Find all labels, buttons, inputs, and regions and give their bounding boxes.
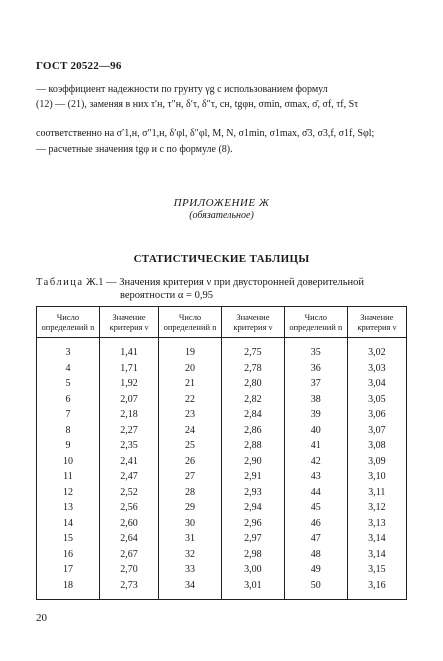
cell-value: 2,93 [221, 485, 284, 501]
cell-count: 39 [284, 407, 347, 423]
cell-value: 2,47 [99, 469, 158, 485]
cell-count: 30 [159, 516, 222, 532]
cell-value: 3,07 [347, 423, 406, 439]
cell-value: 3,13 [347, 516, 406, 532]
cell-count: 14 [37, 516, 100, 532]
table-row [37, 361, 407, 377]
table-row [37, 423, 407, 439]
cell-value: 3,00 [221, 562, 284, 578]
cell-value: 3,05 [347, 392, 406, 408]
cell-value: 2,98 [221, 547, 284, 563]
header-count: Число определений n [159, 307, 222, 338]
cell-count: 10 [37, 454, 100, 470]
cell-count: 47 [284, 531, 347, 547]
cell-value: 2,96 [221, 516, 284, 532]
cell-count: 37 [284, 376, 347, 392]
cell-value: 3,06 [347, 407, 406, 423]
cell-value: 2,18 [99, 407, 158, 423]
header-value: Значение критерия ν [221, 307, 284, 338]
cell-value: 2,78 [221, 361, 284, 377]
cell-value: 2,35 [99, 438, 158, 454]
cell-value: 3,16 [347, 578, 406, 600]
page-number: 20 [36, 612, 47, 624]
cell-value: 2,52 [99, 485, 158, 501]
cell-count: 41 [284, 438, 347, 454]
cell-count: 21 [159, 376, 222, 392]
cell-count: 19 [159, 338, 222, 361]
cell-count: 31 [159, 531, 222, 547]
cell-count: 26 [159, 454, 222, 470]
cell-value: 2,67 [99, 547, 158, 563]
header-value: Значение критерия ν [99, 307, 158, 338]
cell-count: 15 [37, 531, 100, 547]
cell-value: 3,12 [347, 500, 406, 516]
cell-value: 3,09 [347, 454, 406, 470]
table-row [37, 562, 407, 578]
cell-value: 3,01 [221, 578, 284, 600]
cell-count: 50 [284, 578, 347, 600]
cell-count: 22 [159, 392, 222, 408]
table-row [37, 469, 407, 485]
cell-count: 17 [37, 562, 100, 578]
cell-count: 33 [159, 562, 222, 578]
cell-count: 24 [159, 423, 222, 439]
cell-value: 2,80 [221, 376, 284, 392]
cell-count: 46 [284, 516, 347, 532]
cell-value: 3,10 [347, 469, 406, 485]
table-caption-lead: Таблица [36, 277, 84, 288]
cell-value: 2,91 [221, 469, 284, 485]
cell-value: 2,90 [221, 454, 284, 470]
document-header: ГОСТ 20522—96 [36, 60, 122, 72]
cell-count: 32 [159, 547, 222, 563]
appendix-note: (обязательное) [189, 210, 254, 221]
cell-value: 2,73 [99, 578, 158, 600]
cell-value: 3,02 [347, 338, 406, 361]
cell-value: 2,41 [99, 454, 158, 470]
cell-value: 2,56 [99, 500, 158, 516]
cell-count: 3 [37, 338, 100, 361]
cell-value: 2,70 [99, 562, 158, 578]
cell-value: 2,97 [221, 531, 284, 547]
cell-value: 3,03 [347, 361, 406, 377]
cell-value: 3,15 [347, 562, 406, 578]
cell-count: 6 [37, 392, 100, 408]
appendix-title: ПРИЛОЖЕНИЕ Ж [173, 197, 270, 209]
cell-value: 3,14 [347, 547, 406, 563]
header-count: Число определений n [284, 307, 347, 338]
cell-count: 13 [37, 500, 100, 516]
cell-value: 3,11 [347, 485, 406, 501]
paragraph-formulas: (12) — (21), заменяя в них τ′н, τ″н, δ′τ, δ″τ, cн, tgφн, σmin, σmax, σ̄, σf, τf, Sτ [36, 99, 359, 110]
cell-count: 7 [37, 407, 100, 423]
paragraph-substitution: соответственно на σ′1,н, σ″1,н, δ′φl, δ″φl, M, N, σ1min, σ1max, σ̄3, σ3,f, σ1f, Sφl; [36, 128, 375, 139]
cell-count: 27 [159, 469, 222, 485]
cell-count: 38 [284, 392, 347, 408]
paragraph-reliability-coefficient: — коэффициент надежности по грунту γg с использованием формул [36, 84, 328, 95]
cell-value: 2,82 [221, 392, 284, 408]
cell-count: 42 [284, 454, 347, 470]
criteria-table [36, 306, 407, 600]
cell-count: 23 [159, 407, 222, 423]
cell-count: 43 [284, 469, 347, 485]
cell-count: 16 [37, 547, 100, 563]
table-row [37, 376, 407, 392]
cell-count: 9 [37, 438, 100, 454]
cell-count: 28 [159, 485, 222, 501]
cell-value: 2,64 [99, 531, 158, 547]
table-header-row [37, 307, 407, 338]
table-row [37, 500, 407, 516]
header-count: Число определений n [37, 307, 100, 338]
table-caption-line2: вероятности α = 0,95 [120, 290, 213, 301]
cell-value: 1,92 [99, 376, 158, 392]
header-value: Значение критерия ν [347, 307, 406, 338]
table-row [37, 516, 407, 532]
cell-count: 5 [37, 376, 100, 392]
cell-count: 29 [159, 500, 222, 516]
cell-value: 2,27 [99, 423, 158, 439]
cell-count: 20 [159, 361, 222, 377]
table-row [37, 438, 407, 454]
cell-value: 2,84 [221, 407, 284, 423]
cell-value: 3,08 [347, 438, 406, 454]
cell-value: 1,71 [99, 361, 158, 377]
table-row [37, 407, 407, 423]
table-row [37, 531, 407, 547]
cell-count: 49 [284, 562, 347, 578]
cell-value: 3,14 [347, 531, 406, 547]
cell-count: 25 [159, 438, 222, 454]
cell-value: 2,94 [221, 500, 284, 516]
table-row [37, 392, 407, 408]
cell-count: 34 [159, 578, 222, 600]
table-body [37, 338, 407, 600]
paragraph-calculated-values: — расчетные значения tgφ и c по формуле (8). [36, 144, 233, 155]
section-title: СТАТИСТИЧЕСКИЕ ТАБЛИЦЫ [133, 253, 310, 265]
cell-count: 8 [37, 423, 100, 439]
table-row [37, 485, 407, 501]
cell-count: 40 [284, 423, 347, 439]
table-row [37, 338, 407, 361]
cell-value: 3,04 [347, 376, 406, 392]
cell-count: 44 [284, 485, 347, 501]
cell-count: 36 [284, 361, 347, 377]
cell-count: 45 [284, 500, 347, 516]
table-row [37, 547, 407, 563]
table-row [37, 578, 407, 600]
cell-value: 2,07 [99, 392, 158, 408]
cell-value: 2,75 [221, 338, 284, 361]
cell-count: 35 [284, 338, 347, 361]
table-caption [36, 276, 408, 302]
cell-value: 1,41 [99, 338, 158, 361]
cell-count: 12 [37, 485, 100, 501]
cell-value: 2,88 [221, 438, 284, 454]
cell-value: 2,60 [99, 516, 158, 532]
table-caption-line1: Ж.1 — Значения критерия ν при двусторонней доверительной [86, 277, 364, 288]
cell-count: 18 [37, 578, 100, 600]
table-row [37, 454, 407, 470]
cell-value: 2,86 [221, 423, 284, 439]
cell-count: 4 [37, 361, 100, 377]
cell-count: 48 [284, 547, 347, 563]
cell-count: 11 [37, 469, 100, 485]
